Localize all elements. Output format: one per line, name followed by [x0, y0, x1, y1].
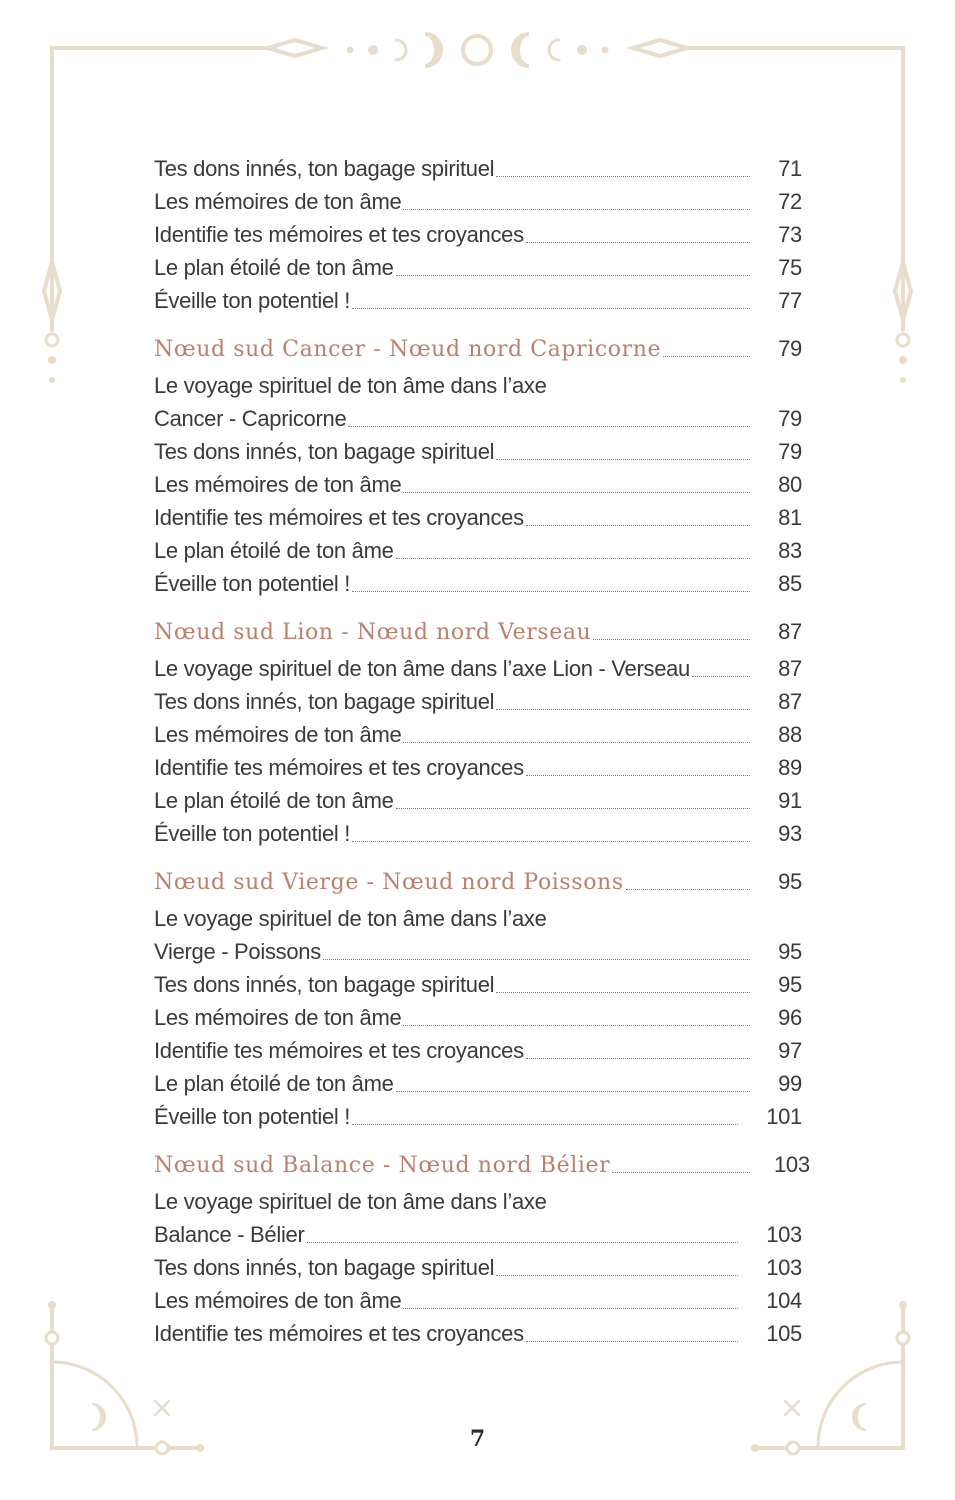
toc-entry	[154, 1034, 802, 1067]
entry-page-number: 89	[778, 755, 802, 780]
dot-leader	[396, 1091, 750, 1092]
dot-leader	[403, 492, 750, 493]
entry-title: Identifie tes mémoires et tes croyances	[154, 505, 524, 530]
entry-page-number: 79	[778, 439, 802, 464]
entry-page-number: 97	[778, 1038, 802, 1063]
dot-leader	[396, 808, 750, 809]
toc-entry	[154, 1317, 802, 1350]
entry-title: Vierge - Poissons	[154, 939, 321, 964]
section-title: Nœud sud Balance - Nœud nord Bélier	[154, 1153, 611, 1178]
dot-leader	[352, 1124, 738, 1125]
entry-title: Le voyage spirituel de ton âme dans l’axe	[154, 1189, 547, 1214]
section-page-number: 95	[778, 869, 802, 894]
toc-entry	[154, 402, 802, 435]
entry-title: Le plan étoilé de ton âme	[154, 255, 394, 280]
toc-entry	[154, 251, 802, 284]
entry-page-number: 95	[778, 972, 802, 997]
dot-leader	[526, 775, 750, 776]
entry-title: Les mémoires de ton âme	[154, 1288, 402, 1313]
entry-title: Tes dons innés, ton bagage spirituel	[154, 689, 495, 714]
dot-leader	[403, 742, 750, 743]
toc-entry	[154, 218, 802, 251]
entry-title: Le plan étoilé de ton âme	[154, 788, 394, 813]
dot-leader	[323, 959, 750, 960]
entry-title: Les mémoires de ton âme	[154, 1005, 402, 1030]
dot-leader	[692, 676, 750, 677]
entry-page-number: 105	[766, 1321, 802, 1346]
entry-page-number: 79	[778, 406, 802, 431]
toc-entry	[154, 652, 802, 685]
left-dot-1	[48, 356, 56, 364]
top-right-diamond	[633, 40, 687, 56]
entry-title: Le voyage spirituel de ton âme dans l’axe	[154, 373, 547, 398]
entry-title: Identifie tes mémoires et tes croyances	[154, 755, 524, 780]
dot-leader	[496, 992, 750, 993]
toc-entry	[154, 284, 802, 317]
entry-title: Les mémoires de ton âme	[154, 722, 402, 747]
entry-page-number: 93	[778, 821, 802, 846]
toc-entry	[154, 501, 802, 534]
toc-entry	[154, 1185, 802, 1218]
section-title: Nœud sud Cancer - Nœud nord Capricorne	[154, 337, 662, 362]
dot-leader	[612, 1172, 750, 1173]
toc-entry	[154, 468, 802, 501]
entry-page-number: 87	[778, 656, 802, 681]
entry-page-number: 96	[778, 1005, 802, 1030]
dot-leader	[403, 1025, 750, 1026]
entry-title: Tes dons innés, ton bagage spirituel	[154, 1255, 495, 1280]
page-number: 7	[469, 1426, 486, 1452]
section-title: Nœud sud Vierge - Nœud nord Poissons	[154, 870, 624, 895]
left-small-ring	[46, 334, 58, 346]
top-dot-3	[577, 45, 587, 55]
toc-entry	[154, 817, 802, 850]
right-dot-1	[899, 356, 907, 364]
toc-section-heading	[154, 865, 802, 898]
left-dot-2	[49, 377, 55, 383]
dot-leader	[526, 242, 750, 243]
dot-leader	[526, 1058, 750, 1059]
entry-title: Le plan étoilé de ton âme	[154, 538, 394, 563]
toc-entry	[154, 369, 802, 402]
dot-leader	[593, 639, 750, 640]
toc-entry	[154, 1001, 802, 1034]
entry-page-number: 73	[778, 222, 802, 247]
entry-page-number: 101	[766, 1104, 802, 1129]
entry-page-number: 77	[778, 288, 802, 313]
right-small-ring	[897, 334, 909, 346]
toc-entry	[154, 718, 802, 751]
entry-title: Éveille ton potentiel !	[154, 571, 351, 596]
entry-page-number: 85	[778, 571, 802, 596]
dot-leader	[352, 308, 750, 309]
entry-page-number: 75	[778, 255, 802, 280]
toc-entry	[154, 751, 802, 784]
toc-section-heading	[154, 1148, 810, 1181]
entry-title: Tes dons innés, ton bagage spirituel	[154, 156, 495, 181]
entry-page-number: 103	[766, 1222, 802, 1247]
dot-leader	[496, 1275, 738, 1276]
toc-entry	[154, 1251, 802, 1284]
bottom-right-star-icon	[785, 1401, 799, 1415]
entry-page-number: 88	[778, 722, 802, 747]
entry-title: Le plan étoilé de ton âme	[154, 1071, 394, 1096]
entry-title: Les mémoires de ton âme	[154, 472, 402, 497]
section-page-number: 103	[774, 1152, 810, 1177]
entry-page-number: 99	[778, 1071, 802, 1096]
toc-entry	[154, 152, 802, 185]
entry-title: Tes dons innés, ton bagage spirituel	[154, 439, 495, 464]
dot-leader	[496, 176, 750, 177]
entry-page-number: 72	[778, 189, 802, 214]
toc-entry	[154, 534, 802, 567]
table-of-contents	[154, 152, 810, 1350]
dot-leader	[403, 209, 750, 210]
dot-leader	[526, 525, 750, 526]
toc-entry	[154, 567, 802, 600]
dot-leader	[663, 356, 750, 357]
top-dot-1	[347, 47, 354, 54]
top-dot-4	[602, 47, 609, 54]
toc-entry	[154, 1218, 802, 1251]
entry-title: Identifie tes mémoires et tes croyances	[154, 1038, 524, 1063]
entry-page-number: 71	[778, 156, 802, 181]
dot-leader	[307, 1242, 739, 1243]
entry-title: Éveille ton potentiel !	[154, 821, 351, 846]
toc-entry	[154, 1067, 802, 1100]
top-left-diamond	[268, 40, 322, 56]
entry-title: Balance - Bélier	[154, 1222, 305, 1247]
crescent-left-icon	[396, 40, 406, 60]
bottom-left-ring	[46, 1332, 58, 1344]
entry-title: Le voyage spirituel de ton âme dans l’axe Lion - Verseau	[154, 656, 690, 681]
waning-moon-icon	[425, 34, 441, 66]
toc-section-heading	[154, 332, 802, 365]
section-page-number: 79	[778, 336, 802, 361]
dot-leader	[352, 841, 750, 842]
top-dot-2	[368, 45, 378, 55]
toc-entry	[154, 685, 802, 718]
entry-page-number: 87	[778, 689, 802, 714]
toc-entry	[154, 435, 802, 468]
section-page-number: 87	[778, 619, 802, 644]
dot-leader	[496, 709, 750, 710]
entry-title: Éveille ton potentiel !	[154, 288, 351, 313]
toc-entry	[154, 185, 802, 218]
entry-page-number: 95	[778, 939, 802, 964]
dot-leader	[496, 459, 750, 460]
dot-leader	[396, 558, 750, 559]
dot-leader	[403, 1308, 738, 1309]
entry-title: Éveille ton potentiel !	[154, 1104, 351, 1129]
dot-leader	[396, 275, 750, 276]
toc-entry	[154, 902, 802, 935]
entry-page-number: 83	[778, 538, 802, 563]
dot-leader	[352, 591, 750, 592]
entry-page-number: 80	[778, 472, 802, 497]
waxing-moon-icon	[513, 34, 529, 66]
toc-entry	[154, 968, 802, 1001]
toc-entry	[154, 1284, 802, 1317]
section-title: Nœud sud Lion - Nœud nord Verseau	[154, 620, 592, 645]
crescent-right-icon	[549, 40, 559, 60]
bottom-left-top-dot	[48, 1301, 56, 1309]
dot-leader	[526, 1341, 738, 1342]
bottom-left-star-icon	[155, 1401, 169, 1415]
entry-title: Identifie tes mémoires et tes croyances	[154, 222, 524, 247]
entry-page-number: 103	[766, 1255, 802, 1280]
entry-title: Cancer - Capricorne	[154, 406, 347, 431]
dot-leader	[626, 889, 750, 890]
entry-page-number: 104	[766, 1288, 802, 1313]
entry-title: Tes dons innés, ton bagage spirituel	[154, 972, 495, 997]
entry-page-number: 81	[778, 505, 802, 530]
dot-leader	[348, 426, 750, 427]
toc-entry	[154, 784, 802, 817]
entry-title: Les mémoires de ton âme	[154, 189, 402, 214]
full-moon-icon	[463, 36, 491, 64]
right-dot-2	[900, 377, 906, 383]
toc-entry	[154, 1100, 802, 1133]
toc-section-heading	[154, 615, 802, 648]
entry-title: Le voyage spirituel de ton âme dans l’axe	[154, 906, 547, 931]
entry-page-number: 91	[778, 788, 802, 813]
bottom-right-ring	[897, 1332, 909, 1344]
toc-entry	[154, 935, 802, 968]
entry-title: Identifie tes mémoires et tes croyances	[154, 1321, 524, 1346]
bottom-right-top-dot	[899, 1301, 907, 1309]
